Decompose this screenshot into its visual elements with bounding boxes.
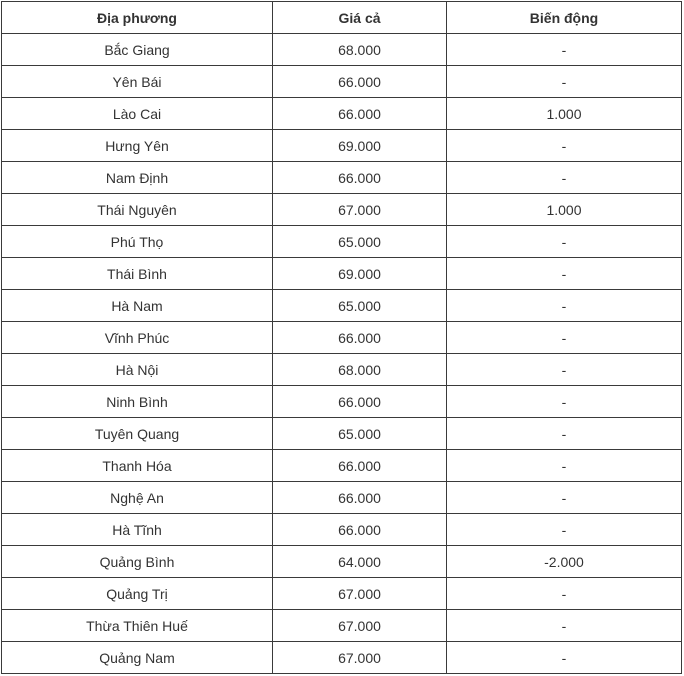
- region-cell: Hưng Yên: [2, 130, 273, 162]
- change-cell: -: [447, 610, 682, 642]
- price-cell: 68.000: [273, 354, 447, 386]
- price-cell: 65.000: [273, 418, 447, 450]
- price-cell: 66.000: [273, 322, 447, 354]
- change-cell: -: [447, 450, 682, 482]
- region-cell: Quảng Bình: [2, 546, 273, 578]
- region-cell: Hà Nội: [2, 354, 273, 386]
- table-row: [2, 482, 682, 514]
- change-cell: -: [447, 418, 682, 450]
- price-cell: 66.000: [273, 482, 447, 514]
- region-cell: Ninh Bình: [2, 386, 273, 418]
- price-cell: 69.000: [273, 130, 447, 162]
- table-row: [2, 418, 682, 450]
- price-cell: 66.000: [273, 98, 447, 130]
- change-cell: -: [447, 642, 682, 674]
- table-row: [2, 162, 682, 194]
- region-cell: Yên Bái: [2, 66, 273, 98]
- region-cell: Hà Nam: [2, 290, 273, 322]
- price-cell: 67.000: [273, 610, 447, 642]
- table-row: [2, 322, 682, 354]
- price-cell: 67.000: [273, 642, 447, 674]
- price-table: [1, 1, 682, 674]
- header-change: Biến động: [447, 2, 682, 34]
- price-cell: 65.000: [273, 226, 447, 258]
- table-body: [2, 34, 682, 674]
- region-cell: Vĩnh Phúc: [2, 322, 273, 354]
- price-cell: 67.000: [273, 194, 447, 226]
- table-row: [2, 642, 682, 674]
- table-row: [2, 290, 682, 322]
- header-price: Giá cả: [273, 2, 447, 34]
- table-row: [2, 98, 682, 130]
- change-cell: -: [447, 578, 682, 610]
- table-row: [2, 194, 682, 226]
- table-row: [2, 386, 682, 418]
- region-cell: Thừa Thiên Huế: [2, 610, 273, 642]
- change-cell: -: [447, 514, 682, 546]
- price-cell: 67.000: [273, 578, 447, 610]
- region-cell: Nam Định: [2, 162, 273, 194]
- change-cell: -: [447, 226, 682, 258]
- table-row: [2, 258, 682, 290]
- table-row: [2, 226, 682, 258]
- region-cell: Phú Thọ: [2, 226, 273, 258]
- table-row: [2, 66, 682, 98]
- change-cell: -: [447, 354, 682, 386]
- table-header-row: [2, 2, 682, 34]
- region-cell: Thanh Hóa: [2, 450, 273, 482]
- change-cell: -: [447, 162, 682, 194]
- change-cell: -2.000: [447, 546, 682, 578]
- table-row: [2, 514, 682, 546]
- change-cell: -: [447, 482, 682, 514]
- change-cell: -: [447, 258, 682, 290]
- table-row: [2, 354, 682, 386]
- region-cell: Nghệ An: [2, 482, 273, 514]
- change-cell: -: [447, 130, 682, 162]
- price-cell: 68.000: [273, 34, 447, 66]
- table-row: [2, 130, 682, 162]
- region-cell: Tuyên Quang: [2, 418, 273, 450]
- table-row: [2, 450, 682, 482]
- price-cell: 64.000: [273, 546, 447, 578]
- table-row: [2, 578, 682, 610]
- region-cell: Thái Bình: [2, 258, 273, 290]
- price-cell: 66.000: [273, 66, 447, 98]
- change-cell: 1.000: [447, 98, 682, 130]
- region-cell: Thái Nguyên: [2, 194, 273, 226]
- change-cell: -: [447, 322, 682, 354]
- header-region: Địa phương: [2, 2, 273, 34]
- price-cell: 66.000: [273, 386, 447, 418]
- price-cell: 65.000: [273, 290, 447, 322]
- price-cell: 66.000: [273, 450, 447, 482]
- price-cell: 66.000: [273, 514, 447, 546]
- region-cell: Quảng Nam: [2, 642, 273, 674]
- region-cell: Hà Tĩnh: [2, 514, 273, 546]
- change-cell: -: [447, 290, 682, 322]
- price-cell: 66.000: [273, 162, 447, 194]
- table-row: [2, 34, 682, 66]
- change-cell: -: [447, 66, 682, 98]
- change-cell: 1.000: [447, 194, 682, 226]
- region-cell: Lào Cai: [2, 98, 273, 130]
- change-cell: -: [447, 386, 682, 418]
- change-cell: -: [447, 34, 682, 66]
- region-cell: Quảng Trị: [2, 578, 273, 610]
- table-row: [2, 610, 682, 642]
- region-cell: Bắc Giang: [2, 34, 273, 66]
- price-cell: 69.000: [273, 258, 447, 290]
- table-row: [2, 546, 682, 578]
